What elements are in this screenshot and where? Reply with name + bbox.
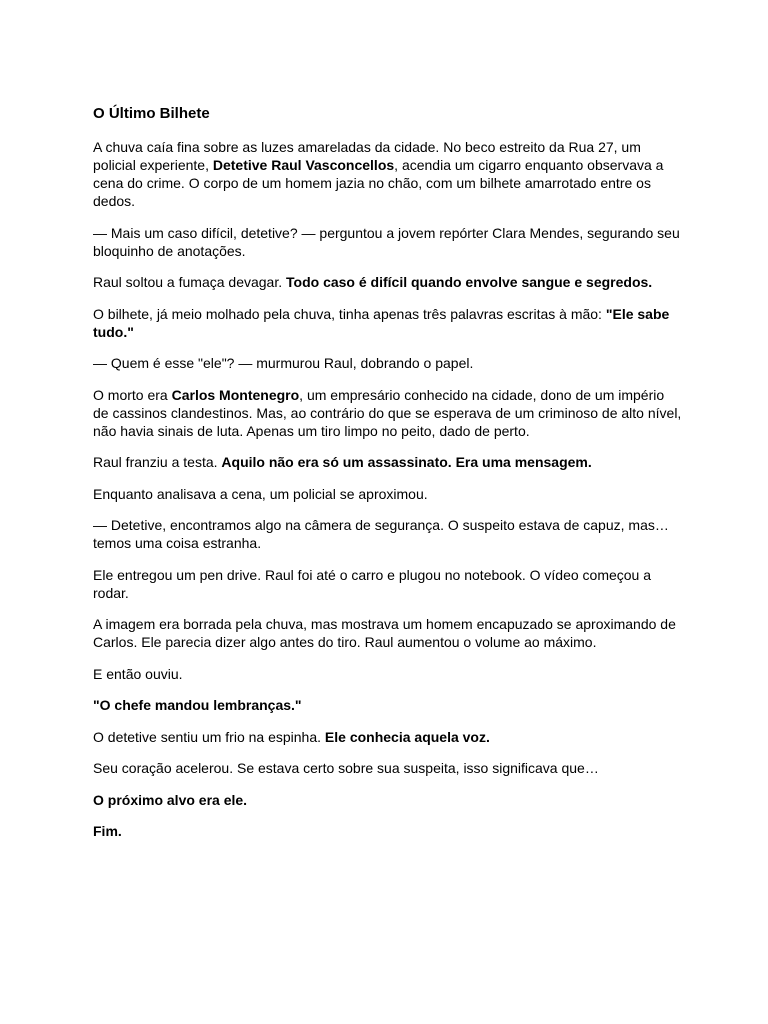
text-run: Ele entregou um pen drive. Raul foi até o carro e plugou no notebook. O vídeo começou a rodar. <box>93 566 652 601</box>
paragraph-6 <box>93 386 683 440</box>
text-run: — Quem é esse "ele"? — murmurou Raul, dobrando o papel. <box>93 355 474 371</box>
paragraph-14 <box>93 728 683 746</box>
paragraph-5 <box>93 354 683 372</box>
text-run: — Mais um caso difícil, detetive? — perguntou a jovem repórter Clara Mendes, segurando seu bloquinho de anotações. <box>93 224 680 259</box>
paragraph-12 <box>93 665 683 683</box>
text-run: E então ouviu. <box>93 665 183 682</box>
paragraph-13 <box>93 696 683 714</box>
text-run: O detetive sentiu um frio na espinha. <box>93 728 325 745</box>
bold-run: Detetive Raul Vasconcellos <box>212 157 395 173</box>
paragraph-3 <box>93 273 683 291</box>
paragraph-1 <box>93 138 683 210</box>
paragraph-11 <box>93 615 683 651</box>
text-run: Enquanto analisava a cena, um policial se aproximou. <box>93 485 428 502</box>
text-run: Seu coração acelerou. Se estava certo sobre sua suspeita, isso significava que… <box>93 760 599 776</box>
paragraph-2 <box>93 224 683 260</box>
bold-run: "Ele sabe tudo." <box>93 305 670 340</box>
paragraph-15 <box>93 759 683 777</box>
document-title: O Último Bilhete <box>93 105 210 122</box>
text-run: Raul soltou a fumaça devagar. <box>93 274 287 290</box>
text-run: , acendia um cigarro enquanto observava a cena do crime. O corpo de um homem jazia no chão, com um bilhete amarrotado entre os dedos. <box>93 157 664 209</box>
text-run: — Detetive, encontramos algo na câmera de segurança. O suspeito estava de capuz, mas… temos uma coisa estranha. <box>93 517 669 551</box>
bold-run: Fim. <box>93 823 122 839</box>
bold-run: Ele conhecia aquela voz. <box>324 728 490 745</box>
text-run: O morto era <box>93 386 172 403</box>
paragraph-4 <box>93 305 683 341</box>
text-run: A imagem era borrada pela chuva, mas mostrava um homem encapuzado se aproximando de Carlos. Ele parecia dizer algo antes do tiro. Raul aumentou o volume ao máximo. <box>93 616 676 650</box>
bold-run: "O chefe mandou lembranças." <box>93 697 302 713</box>
text-run: , um empresário conhecido na cidade, dono de um império de cassinos clandestinos. Mas, ao contrário do que se esperava de um criminoso de alto nível, não havia sinais de luta. Apenas um tiro limpo no peito, dado de perto. <box>93 386 682 439</box>
paragraph-8 <box>93 485 683 503</box>
bold-run: Todo caso é difícil quando envolve sangue e segredos. <box>286 274 653 290</box>
document-page <box>93 103 683 854</box>
paragraph-16 <box>93 791 683 809</box>
bold-run: Carlos Montenegro <box>171 386 300 403</box>
paragraph-17 <box>93 822 683 840</box>
bold-run: Aquilo não era só um assassinato. Era uma mensagem. <box>221 454 592 470</box>
paragraph-10 <box>93 566 683 602</box>
bold-run: O próximo alvo era ele. <box>93 791 248 808</box>
text-run: Raul franziu a testa. <box>93 454 222 470</box>
text-run: A chuva caía fina sobre as luzes amareladas da cidade. No beco estreito da Rua 27, um policial experiente, <box>93 139 641 173</box>
paragraph-9 <box>93 516 683 552</box>
text-run: O bilhete, já meio molhado pela chuva, tinha apenas três palavras escritas à mão: <box>93 305 606 322</box>
paragraph-7 <box>93 453 683 471</box>
